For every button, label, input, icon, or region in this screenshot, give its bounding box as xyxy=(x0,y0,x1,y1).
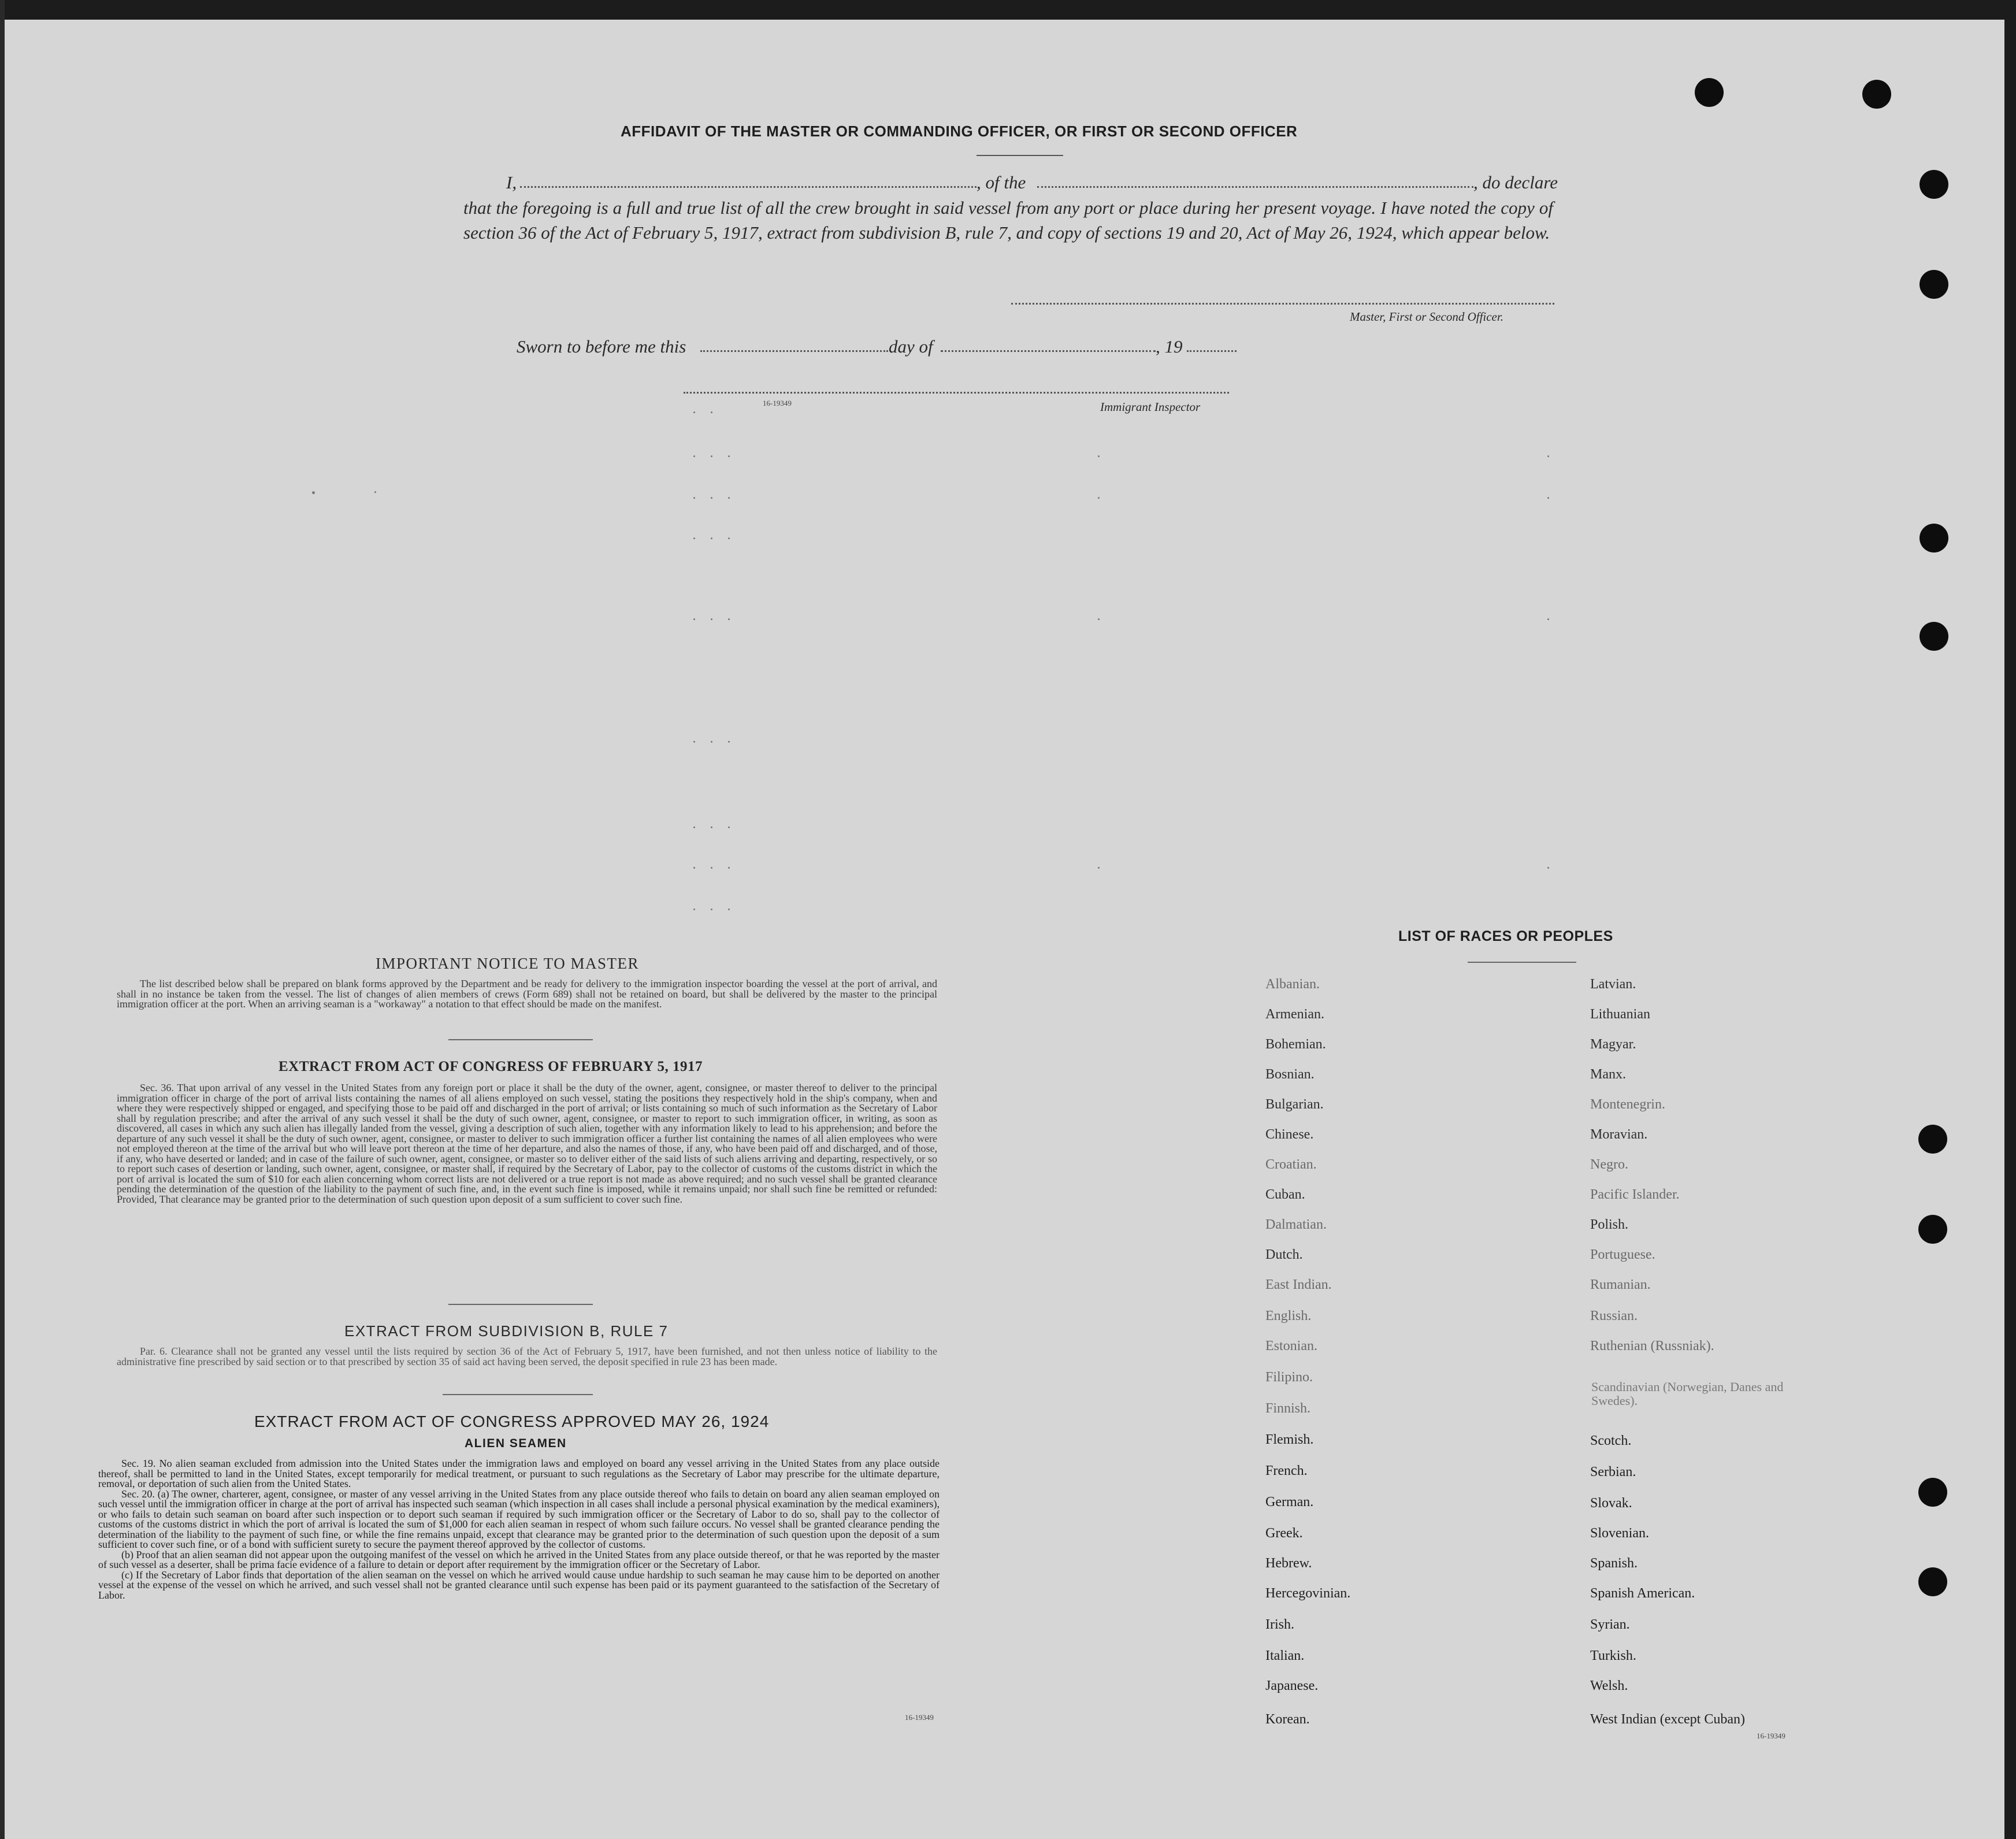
affidavit-line-do-declare: , do declare xyxy=(1473,172,1558,192)
race-item: East Indian. xyxy=(1265,1277,1332,1292)
race-item: Polish. xyxy=(1590,1217,1629,1232)
race-item: Magyar. xyxy=(1590,1037,1636,1052)
affidavit-line-i: I, xyxy=(506,172,517,192)
extract-1924-sec20b: (b) Proof that an alien seaman did not appear upon the outgoing manifest of the vessel on which he arrived in the United States from any place outside thereof, or that he was reported by the master of such vessel as a deserter, shall be prima facie evidence of a failure to detain or deport after requirement by the immigration officer or the Secretary of Labor. xyxy=(98,1548,940,1570)
sworn-day-of: day of xyxy=(889,336,933,357)
binder-hole xyxy=(1695,78,1724,107)
scan-edge-top xyxy=(0,0,2016,20)
race-item: Korean. xyxy=(1265,1712,1310,1727)
sworn-prefix: Sworn to before me this xyxy=(517,336,686,357)
race-item: Negro. xyxy=(1590,1157,1628,1172)
race-item: Manx. xyxy=(1590,1067,1626,1082)
binder-hole xyxy=(1918,1215,1947,1244)
race-item: Montenegrin. xyxy=(1590,1097,1665,1112)
extract-1924-subtitle: ALIEN SEAMEN xyxy=(465,1437,567,1450)
extract-1917-paragraph: Sec. 36. That upon arrival of any vessel in the United States from any foreign port or place it shall be the duty of the owner, agent, consignee, or master thereof to deliver to the principal immigration officer in charge of the port of arrival lists containing the names of all aliens employed on such vessel, stating the positions they respectively hold in the ship's company, when and where they were respectively shipped or engaged, and specifying those to be paid off and discharged in the port of arrival; or lists containing so much of such information as the Secretary of Labor shall by regulation prescribe; and after the arrival of any such vessel it shall be the duty of such owner, agent, consignee, or master to report to such immigration officer, in writing, as soon as discovered, all cases in which any such alien has illegally landed from the vessel, giving a description of such alien, together with any information likely to lead to his apprehension; and before the departure of any such vessel it shall be the duty of such owner, agent, consignee, or master to deliver to such immigration officer a further list containing the names of all alien employees who were not employed thereon at the time of the arrival but who will leave port thereon at the time of her departure, and also the names of those, if any, who have been paid off and discharged, and of those, if any, who have deserted or landed; and in case of the failure of such owner, agent, consignee, or master so to deliver either of the said lists of such aliens arriving and departing, respectively, or so to report such cases of desertion or landing, such owner, agent, consignee, or master shall, if required by the Secretary of Labor, pay to the collector of customs of the customs district in which the port of arrival is located the sum of $10 for each alien concerning whom correct lists are not delivered or a true report is not made as above required; and no such vessel shall be granted clearance pending the determination of the question of the liability to the payment of such fine, and, in the event such fine is imposed, while it remains unpaid; nor shall such fine be remitted or refunded: Provided, That clearance may be granted prior to the determination of such question upon deposit of a sum sufficient to cover such fine. xyxy=(117,1082,937,1205)
divider xyxy=(1468,962,1576,963)
form-code: 16-19349 xyxy=(1757,1732,1785,1740)
extract-1924-sec20c: (c) If the Secretary of Labor finds that deportation of the alien seaman on the vessel on which he arrived would cause undue hardship to such seaman he may cause him to be deported on another vessel at the expense of the vessel on which he arrived, and such vessel shall not be granted clearance until such expense has been paid or its payment guaranteed to the satisfaction of the Secretary of Labor. xyxy=(98,1569,940,1601)
race-item: Armenian. xyxy=(1265,1007,1324,1022)
extract-1917-text xyxy=(117,1083,937,1204)
race-item: Turkish. xyxy=(1590,1648,1636,1663)
notice-text xyxy=(117,979,937,1010)
notice-title: IMPORTANT NOTICE TO MASTER xyxy=(376,955,639,972)
divider xyxy=(443,1394,593,1395)
race-item: Greek. xyxy=(1265,1526,1303,1541)
race-item: English. xyxy=(1265,1308,1312,1323)
vessel-blank[interactable] xyxy=(1037,186,1473,188)
extract-1924-title: EXTRACT FROM ACT OF CONGRESS APPROVED MAY 26, 1924 xyxy=(254,1412,770,1430)
inspector-signature-line[interactable] xyxy=(684,392,1229,394)
form-code: 16-19349 xyxy=(763,399,792,407)
race-item: Spanish American. xyxy=(1590,1586,1695,1601)
race-item: Finnish. xyxy=(1265,1401,1311,1416)
master-signature-label: Master, First or Second Officer. xyxy=(1350,310,1503,324)
master-signature-line[interactable] xyxy=(1011,303,1554,305)
race-item: Scandinavian (Norwegian, Danes and Swedes). xyxy=(1591,1380,1784,1408)
race-item: Cuban. xyxy=(1265,1187,1305,1202)
extract-1924-sec19: Sec. 19. No alien seaman excluded from admission into the United States under the immigration laws and employed on board any vessel arriving in the United States from any place outside thereof, shall be permitted to land in the United States, except temporarily for medical treatment, or pursuant to such regulations as the Secretary of Labor may prescribe for the ultimate departure, removal, or deportation of such alien from the United States. xyxy=(98,1458,940,1489)
race-item: Filipino. xyxy=(1265,1370,1313,1385)
race-item: Japanese. xyxy=(1265,1678,1319,1693)
race-item: Estonian. xyxy=(1265,1339,1317,1354)
inspector-label: Immigrant Inspector xyxy=(1100,400,1201,414)
binder-hole xyxy=(1920,270,1948,299)
extract-1917-title: EXTRACT FROM ACT OF CONGRESS OF FEBRUARY 5, 1917 xyxy=(279,1059,703,1074)
race-item: West Indian (except Cuban) xyxy=(1590,1712,1745,1727)
race-item: Croatian. xyxy=(1265,1157,1317,1172)
race-item: Lithuanian xyxy=(1590,1007,1650,1022)
race-item: Rumanian. xyxy=(1590,1277,1651,1292)
extract-1924-sec20a: Sec. 20. (a) The owner, charterer, agent, consignee, or master of any vessel arriving in the United States from any place outside thereof who fails to detain on board any alien seaman employed on such vessel until the immigration officer in charge at the port of arrival has inspected such seaman (which inspection in all cases shall include a personal physical examination by the medical examiners), or who fails to detain such seaman on board after such inspection or to deport such seaman if required by such immigration officer or the Secretary of Labor to do so, shall pay to the collector of customs of the customs district in which the port of arrival is located the sum of $1,000 for each alien seaman in respect of whom such failure occurs. No vessel shall be granted clearance pending the determination of the liability to the payment of such fine, or while the fine remains unpaid, except that clearance may be granted prior to the determination of such question upon the deposit of a sum sufficient to cover such fine, or of a bond with sufficient surety to secure the payment thereof approved by the collector of customs. xyxy=(98,1488,940,1550)
race-item: Albanian. xyxy=(1265,977,1320,992)
race-item: Bulgarian. xyxy=(1265,1097,1324,1112)
race-item: Chinese. xyxy=(1265,1127,1314,1142)
rule7-title: EXTRACT FROM SUBDIVISION B, RULE 7 xyxy=(344,1322,669,1340)
scan-edge-right xyxy=(2004,0,2016,1839)
binder-hole xyxy=(1918,1567,1947,1596)
binder-hole xyxy=(1918,1125,1947,1154)
notice-paragraph: The list described below shall be prepared on blank forms approved by the Department and be ready for delivery to the immigration inspector boarding the vessel at the port of arrival, and shall in no instance be taken from the vessel. The list of changes of alien members of crews (Form 689) shall not be retained on board, but shall be delivered by the master to the principal immigration officer at the port. When an arriving seaman is a "workaway" a notation to that effect should be made on the manifest. xyxy=(117,978,937,1010)
affidavit-title: AFFIDAVIT OF THE MASTER OR COMMANDING OFFICER, OR FIRST OR SECOND OFFICER xyxy=(621,123,1298,140)
affidavit-line-of-the: , of the xyxy=(977,172,1026,192)
race-item: Moravian. xyxy=(1590,1127,1648,1142)
race-item: Hercegovinian. xyxy=(1265,1586,1351,1601)
rule7-paragraph: Par. 6. Clearance shall not be granted any vessel until the lists required by section 36 of the Act of February 5, 1917, have been furnished, and not then unless notice of liability to the administrative fine prescribed by said section or to that prescribed by section 35 of said act having been served, the deposit specified in rule 23 has been made. xyxy=(117,1345,937,1367)
divider xyxy=(448,1039,593,1040)
race-item: Bohemian. xyxy=(1265,1037,1326,1052)
race-item: Pacific Islander. xyxy=(1590,1187,1680,1202)
race-item: Dalmatian. xyxy=(1265,1217,1327,1232)
race-item: Slovenian. xyxy=(1590,1526,1649,1541)
race-item: Syrian. xyxy=(1590,1617,1630,1632)
rule7-text xyxy=(117,1347,937,1367)
race-item: Russian. xyxy=(1590,1308,1638,1323)
race-item: Slovak. xyxy=(1590,1496,1632,1511)
sworn-month-blank[interactable] xyxy=(941,350,1156,352)
name-blank[interactable] xyxy=(520,186,977,188)
binder-hole xyxy=(1862,80,1891,109)
race-item: Welsh. xyxy=(1590,1678,1628,1693)
race-item: Serbian. xyxy=(1590,1464,1636,1480)
scan-edge-left xyxy=(0,0,5,1839)
race-item: Bosnian. xyxy=(1265,1067,1315,1082)
binder-hole xyxy=(1920,170,1948,199)
race-item: Hebrew. xyxy=(1265,1556,1312,1571)
race-item: Flemish. xyxy=(1265,1432,1314,1447)
sworn-year: , 19 xyxy=(1156,336,1183,357)
affidavit-statement: that the foregoing is a full and true list of all the crew brought in said vessel from any port or place during her present voyage. I have noted the copy of section 36 of the Act of February 5, 1917, extract from subdivision B, rule 7, and copy of sections 19 and 20, Act of May 26, 1924, which appear below. xyxy=(463,198,1553,243)
race-item: Dutch. xyxy=(1265,1247,1303,1262)
extract-1924-text xyxy=(98,1459,940,1600)
binder-hole xyxy=(1918,1478,1947,1507)
race-item: Portuguese. xyxy=(1590,1247,1655,1262)
race-item: Irish. xyxy=(1265,1617,1294,1632)
race-item: Scotch. xyxy=(1590,1433,1632,1448)
divider xyxy=(448,1304,593,1305)
races-title: LIST OF RACES OR PEOPLES xyxy=(1398,928,1613,944)
race-item: Spanish. xyxy=(1590,1556,1638,1571)
form-code: 16-19349 xyxy=(905,1713,934,1722)
binder-hole xyxy=(1920,622,1948,651)
race-item: German. xyxy=(1265,1495,1314,1510)
race-item: Latvian. xyxy=(1590,977,1636,992)
race-item: French. xyxy=(1265,1463,1308,1478)
sworn-day-blank[interactable] xyxy=(700,350,888,352)
binder-hole xyxy=(1920,524,1948,553)
sworn-year-blank[interactable] xyxy=(1187,350,1237,352)
race-item: Italian. xyxy=(1265,1648,1305,1663)
divider xyxy=(977,155,1063,156)
race-item: Ruthenian (Russniak). xyxy=(1590,1339,1714,1354)
